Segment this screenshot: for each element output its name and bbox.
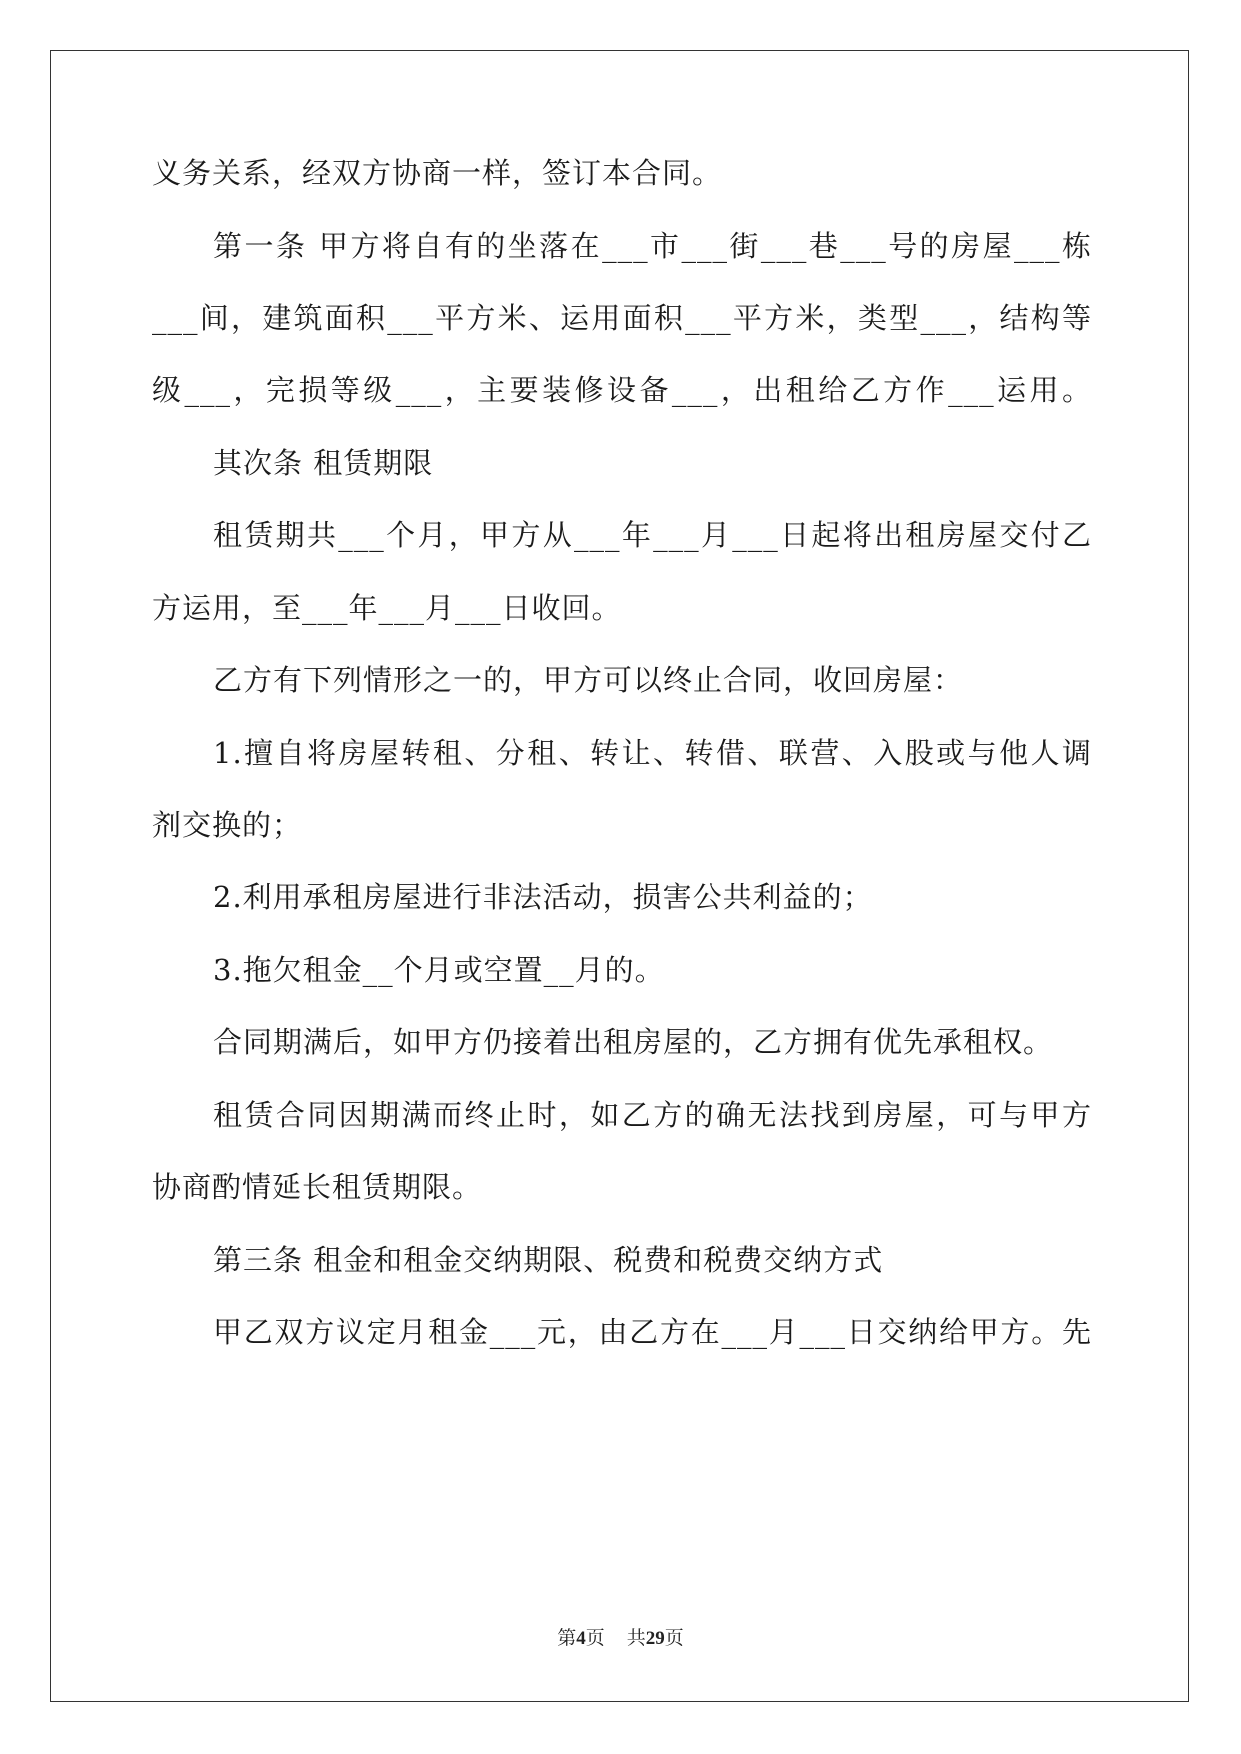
total-pages: 29 (645, 1628, 665, 1649)
paragraph-line: 义务关系，经双方协商一样，签订本合同。 (152, 156, 723, 190)
paragraph-line: 级___，完损等级___，主要装修设备___，出租给乙方作___运用。 (152, 373, 1092, 407)
paragraph-line: 乙方有下列情形之一的，甲方可以终止合同，收回房屋： (213, 663, 964, 697)
total-suffix: 页 (664, 1628, 684, 1649)
page-footer (0, 1626, 1241, 1652)
paragraph-line: 协商酌情延长租赁期限。 (152, 1170, 483, 1204)
paragraph-line: 方运用，至___年___月___日收回。 (152, 591, 622, 625)
paragraph-line: 第一条 甲方将自有的坐落在___市___街___巷___号的房屋___栋 (213, 229, 1092, 263)
list-item: 2.利用承租房屋进行非法活动，损害公共利益的； (213, 880, 873, 914)
paragraph-line: 甲乙双方议定月租金___元，由乙方在___月___日交纳给甲方。先 (213, 1315, 1092, 1349)
paragraph-line: 合同期满后，如甲方仍接着出租房屋的，乙方拥有优先承租权。 (213, 1025, 1054, 1059)
paragraph-line: 剂交换的； (152, 808, 303, 842)
page-prefix: 第 (557, 1628, 577, 1649)
section-heading: 第三条 租金和租金交纳期限、税费和税费交纳方式 (213, 1243, 884, 1277)
section-heading: 其次条 租赁期限 (213, 446, 434, 480)
total-prefix: 共 (626, 1628, 646, 1649)
paragraph-line: ___间，建筑面积___平方米、运用面积___平方米，类型___，结构等 (152, 301, 1092, 335)
list-item: 3.拖欠租金__个月或空置__月的。 (213, 953, 665, 987)
paragraph-line: 租赁合同因期满而终止时，如乙方的确无法找到房屋，可与甲方 (213, 1098, 1092, 1132)
page-number: 4 (576, 1628, 586, 1649)
page-suffix: 页 (585, 1628, 605, 1649)
list-item: 1.擅自将房屋转租、分租、转让、转借、联营、入股或与他人调 (213, 736, 1092, 770)
paragraph-line: 租赁期共___个月，甲方从___年___月___日起将出租房屋交付乙 (213, 518, 1092, 552)
